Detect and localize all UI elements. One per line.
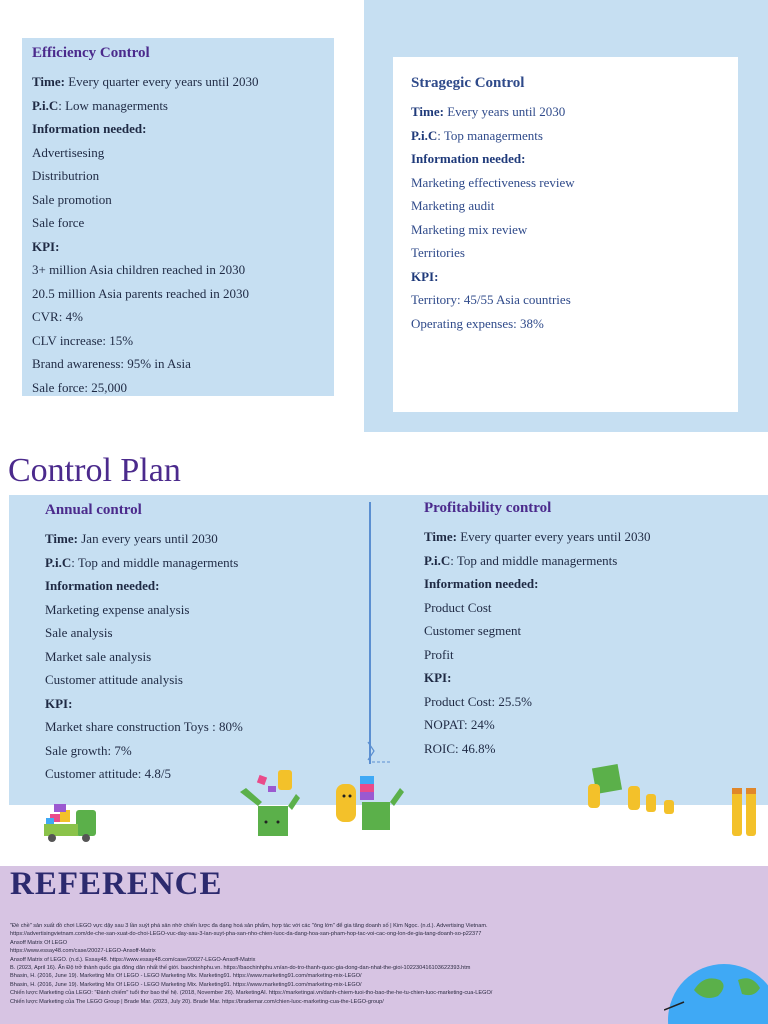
lego-tall-characters-illustration <box>728 784 762 840</box>
column-divider <box>369 502 371 764</box>
reference-section <box>0 866 768 1024</box>
list-item: Marketing expense analysis <box>45 601 190 617</box>
annual-pic: P.i.C: Top and middle managerments <box>45 554 239 570</box>
annual-info-label: Information needed: <box>45 578 160 593</box>
strategic-time: Time: Every years until 2030 <box>411 104 566 119</box>
lego-family-illustration <box>584 760 684 820</box>
list-item: https://www.essay48.com/case/20027-LEGO-Ansoff-Matrix <box>10 948 156 955</box>
list-item: Bhasin, H. (2016, June 19). Marketing Mix Of LEGO - LEGO Marketing Mix. Marketing91. https://www.marketing91.com/marketing-mix-LEGO/ <box>10 973 362 980</box>
efficiency-heading: Efficiency Control <box>32 45 150 61</box>
list-item: Market share construction Toys : 80% <box>45 719 243 734</box>
annual-kpi-label: KPI: <box>45 695 73 711</box>
list-item: Chiến lược Marketing của LEGO: "Đánh chiếm" tuổi thơ bao thế hệ. (2018, November 26). MarketingAI. https://marketingai.vn/danh-chiem-tuoi-tho-bao-the-he-tu-chien-luoc-marketing-cua-LEGO/ <box>10 990 493 997</box>
list-item: Product Cost <box>424 599 492 615</box>
profitability-info-label: Information needed: <box>424 576 539 591</box>
list-item: 20.5 million Asia parents reached in 2030 <box>32 285 249 301</box>
annual-time: Time: Jan every years until 2030 <box>45 531 218 546</box>
list-item: Marketing mix review <box>411 221 528 237</box>
list-item: Marketing audit <box>411 198 495 213</box>
list-item: https://advertisingvietnam.com/de-che-san-xuat-do-choi-LEGO-vuc-day-sau-3-lan-suyt-pha-san-nho-chien-luoc-da-dang-hoa-san-pham-hop-tac-voi-cac-ong-lon-de-gia-tang-doanh-so-p22377 <box>10 931 482 938</box>
list-item: 3+ million Asia children reached in 2030 <box>32 262 246 277</box>
list-item: ROIC: 46.8% <box>424 740 496 756</box>
dashed-line <box>372 760 392 764</box>
strategic-pic: P.i.C: Top managerments <box>411 127 543 143</box>
list-item: Sale promotion <box>32 191 112 207</box>
chevron-right-icon <box>366 740 378 762</box>
list-item: Territories <box>411 245 465 260</box>
strategic-kpi-label: KPI: <box>411 268 439 284</box>
profitability-pic: P.i.C: Top and middle managerments <box>424 552 618 568</box>
list-item: Customer segment <box>424 623 522 638</box>
strategic-heading: Stragegic Control <box>411 75 525 91</box>
list-item: Market sale analysis <box>45 648 152 664</box>
list-item: Customer attitude analysis <box>45 672 183 687</box>
reference-title: REFERENCE <box>10 866 223 902</box>
list-item: "Đè chề" sản xuất đồ chơi LEGO vực dậy sau 3 lần suýt phá sản nhờ chiến lược đa dạng hoá sản phẩm, hợp tác với các "ông lớn" để gia tăng doanh số | Kim Ngọc. (n.d.). Advertising Vietnam. <box>10 923 488 929</box>
list-item: CVR: 4% <box>32 309 83 324</box>
lego-box-character-illustration <box>236 764 302 840</box>
reference-list <box>10 922 650 1006</box>
list-item: Chiến lược Marketing của The LEGO Group | Brade Mar. (2023, July 20). Brade Mar. https://brademar.com/chien-luoc-marketing-cua-the-LEGO-group/ <box>10 998 384 1005</box>
list-item: Customer attitude: 4.8/5 <box>45 766 172 781</box>
profitability-time: Time: Every quarter every years until 2030 <box>424 529 651 544</box>
list-item: Sale force <box>32 215 85 230</box>
list-item: Distributrion <box>32 168 100 183</box>
list-item: Ansoff Matrix Of LEGO <box>10 939 68 946</box>
lego-truck-illustration <box>40 800 102 844</box>
annual-heading: Annual control <box>45 502 142 518</box>
efficiency-time: Time: Every quarter every years until 2030 <box>32 74 259 89</box>
efficiency-pic: P.i.C: Low managerments <box>32 97 168 113</box>
list-item: Advertisesing <box>32 144 105 160</box>
efficiency-kpi-label: KPI: <box>32 238 60 254</box>
list-item: NOPAT: 24% <box>424 717 495 732</box>
list-item: Operating expenses: 38% <box>411 315 544 331</box>
list-item: Brand awareness: 95% in Asia <box>32 356 191 371</box>
list-item: Marketing effectiveness review <box>411 174 575 190</box>
list-item: Bhasin, H. (2016, June 19). Marketing Mix Of LEGO - LEGO Marketing Mix. Marketing91. https://www.marketing91.com/marketing-mix-LEGO/ <box>10 981 362 988</box>
efficiency-control-block <box>32 45 258 399</box>
list-item: B. (2023, April 16). Ấn Độ trở thành quốc gia đông dân nhất thế giới. baochinhphu.vn. https://baochinhphu.vn/an-do-tro-thanh-quoc-gia-dong-dan-nhat-the-gioi-102230416103622393.htm <box>10 965 471 972</box>
strategic-info-label: Information needed: <box>411 151 526 166</box>
annual-control-block <box>45 502 243 786</box>
list-item: Ansoff Matrix of LEGO. (n.d.). Essay48. https://www.essay48.com/case/20027-LEGO-Ansoff-Matrix <box>10 956 256 963</box>
profitability-control-block <box>424 500 650 760</box>
profitability-heading: Profitability control <box>424 500 552 516</box>
lego-stack-character-illustration <box>332 770 404 836</box>
list-item: Territory: 45/55 Asia countries <box>411 292 571 307</box>
list-item: Product Cost: 25.5% <box>424 693 532 709</box>
strategic-control-block <box>411 75 575 335</box>
list-item: Profit <box>424 646 454 662</box>
list-item: Sale growth: 7% <box>45 742 132 758</box>
list-item: CLV increase: 15% <box>32 332 134 348</box>
page-title: Control Plan <box>8 452 181 489</box>
list-item: Sale analysis <box>45 625 113 640</box>
globe-illustration <box>664 950 768 1024</box>
profitability-kpi-label: KPI: <box>424 670 452 685</box>
efficiency-info-label: Information needed: <box>32 121 147 136</box>
list-item: Sale force: 25,000 <box>32 379 127 395</box>
